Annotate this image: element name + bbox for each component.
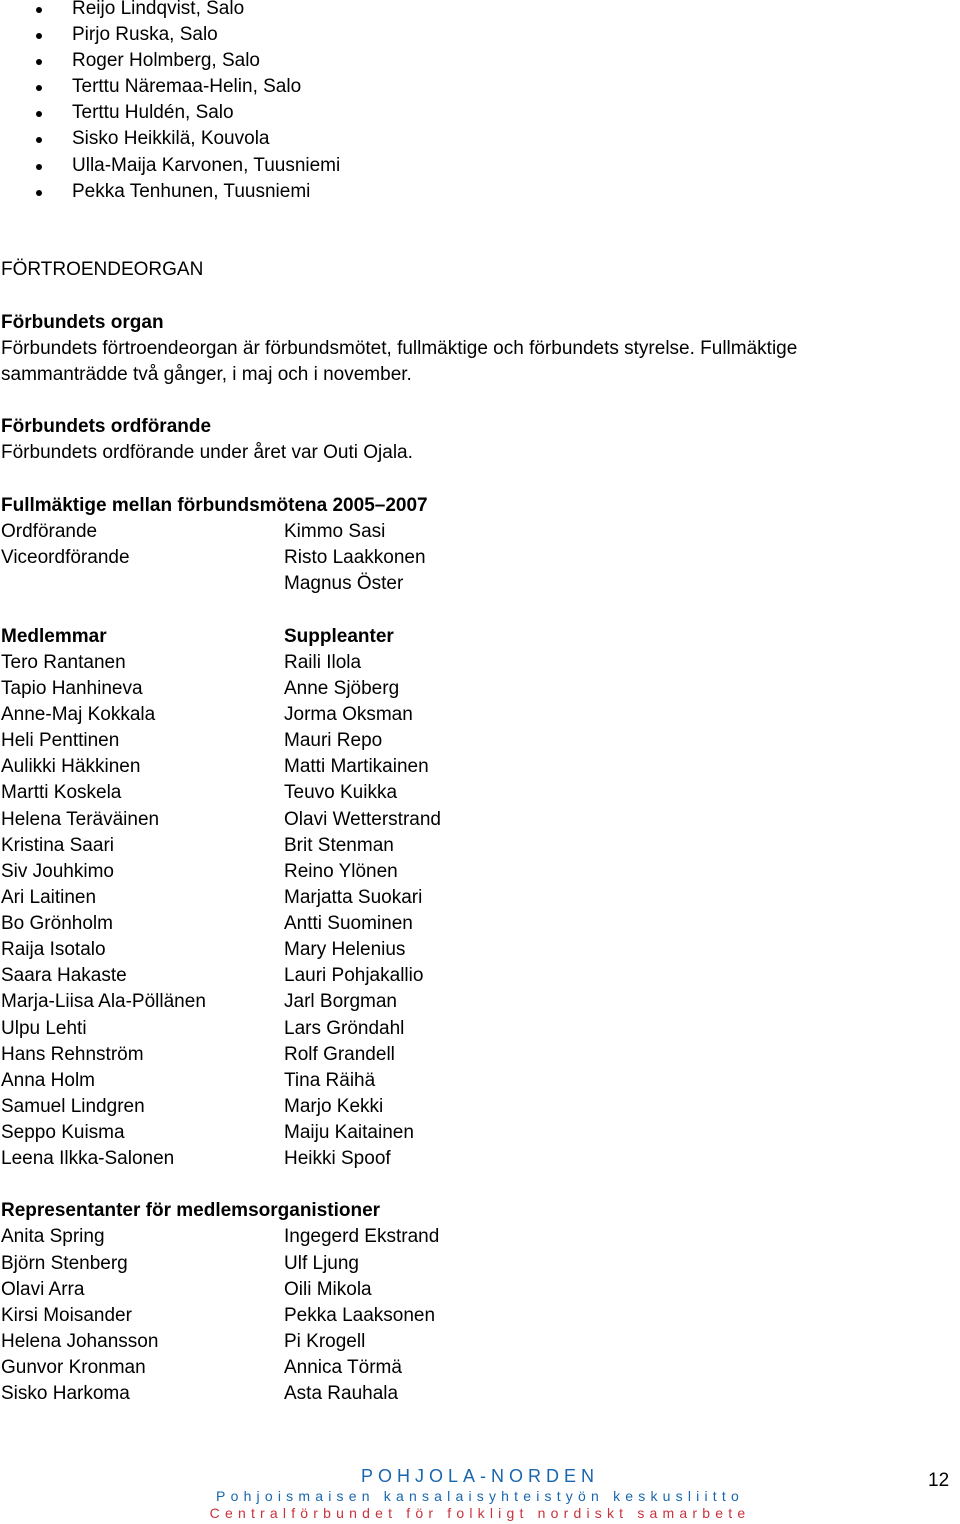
representative-deputy-name: Oili Mikola — [284, 1279, 372, 1300]
table-row — [0, 859, 960, 885]
table-row — [0, 1042, 960, 1068]
table-row — [0, 1068, 960, 1094]
member-name: Kristina Saari — [1, 835, 114, 856]
member-name: Aulikki Häkkinen — [1, 756, 141, 777]
organ-text-line2: sammanträdde två gånger, i maj och i november. — [1, 364, 412, 385]
chair-name: Kimmo Sasi — [284, 521, 386, 542]
table-row — [0, 754, 960, 780]
section-title: FÖRTROENDEORGAN — [1, 259, 204, 280]
table-row — [0, 650, 960, 676]
deputy-name: Brit Stenman — [284, 835, 394, 856]
vice-chair-label: Viceordförande — [1, 547, 130, 568]
table-row — [0, 937, 960, 963]
table-row — [0, 728, 960, 754]
representative-deputy-name: Pi Krogell — [284, 1331, 366, 1352]
representative-deputy-name: Ingegerd Ekstrand — [284, 1226, 440, 1247]
member-name: Helena Teräväinen — [1, 809, 160, 830]
footer-organization-title: POHJOLA-NORDEN — [360, 1466, 600, 1486]
bullet-icon — [36, 33, 42, 39]
deputy-name: Lars Gröndahl — [284, 1018, 405, 1039]
footer-subtitle-finnish: Pohjoismaisen kansalaisyhteistyön keskusliitto — [216, 1488, 744, 1504]
table-row — [0, 1251, 960, 1277]
member-name: Siv Jouhkimo — [1, 861, 114, 882]
deputy-name: Raili Ilola — [284, 652, 362, 673]
representative-name: Helena Johansson — [1, 1331, 159, 1352]
representative-name: Olavi Arra — [1, 1279, 85, 1300]
table-row — [0, 1355, 960, 1381]
deputy-name: Jorma Oksman — [284, 704, 413, 725]
representatives-heading: Representanter för medlemsorganistioner — [1, 1200, 381, 1221]
representative-name: Anita Spring — [1, 1226, 105, 1247]
table-row — [0, 1303, 960, 1329]
deputy-name: Lauri Pohjakallio — [284, 965, 424, 986]
table-row — [0, 1381, 960, 1407]
table-row — [0, 833, 960, 859]
member-name: Anna Holm — [1, 1070, 95, 1091]
footer-subtitle-swedish: Centralförbundet för folkligt nordiskt samarbete — [209, 1505, 751, 1521]
bullet-icon — [36, 137, 42, 143]
member-name: Martti Koskela — [1, 782, 122, 803]
member-name: Anne-Maj Kokkala — [1, 704, 156, 725]
council-heading: Fullmäktige mellan förbundsmötena 2005–2007 — [1, 495, 428, 516]
list-item: Ulla-Maija Karvonen, Tuusniemi — [0, 153, 960, 179]
deputy-name: Mauri Repo — [284, 730, 383, 751]
member-name: Marja-Liisa Ala-Pöllänen — [1, 991, 206, 1012]
list-item: Terttu Huldén, Salo — [0, 100, 960, 126]
page-number: 12 — [928, 1470, 950, 1491]
deputy-name: Maiju Kaitainen — [284, 1122, 414, 1143]
table-row — [0, 1224, 960, 1250]
member-name: Ulpu Lehti — [1, 1018, 87, 1039]
table-row — [0, 1329, 960, 1355]
deputy-name: Matti Martikainen — [284, 756, 429, 777]
deputy-name: Heikki Spoof — [284, 1148, 391, 1169]
table-row — [0, 1016, 960, 1042]
deputy-name: Olavi Wetterstrand — [284, 809, 441, 830]
chair-text: Förbundets ordförande under året var Outi Ojala. — [1, 442, 413, 463]
table-row — [0, 676, 960, 702]
deputy-name: Antti Suominen — [284, 913, 413, 934]
member-name: Samuel Lindgren — [1, 1096, 145, 1117]
deputy-name: Teuvo Kuikka — [284, 782, 398, 803]
representative-deputy-name: Annica Törmä — [284, 1357, 402, 1378]
table-row — [0, 1094, 960, 1120]
bullet-list — [0, 0, 960, 205]
representative-deputy-name: Pekka Laaksonen — [284, 1305, 436, 1326]
member-name: Heli Penttinen — [1, 730, 120, 751]
deputy-name: Mary Helenius — [284, 939, 406, 960]
representative-deputy-name: Asta Rauhala — [284, 1383, 399, 1404]
organ-text-line1: Förbundets förtroendeorgan är förbundsmötet, fullmäktige och förbundets styrelse. Fullmäktige — [1, 338, 798, 359]
bullet-icon — [36, 7, 42, 13]
deputy-name: Jarl Borgman — [284, 991, 397, 1012]
list-item: Reijo Lindqvist, Salo — [0, 0, 960, 22]
deputy-name: Rolf Grandell — [284, 1044, 395, 1065]
representative-deputy-name: Ulf Ljung — [284, 1253, 359, 1274]
table-row — [0, 885, 960, 911]
deputy-name: Tina Räihä — [284, 1070, 376, 1091]
table-row — [0, 989, 960, 1015]
table-row — [0, 1146, 960, 1172]
list-item: Terttu Näremaa-Helin, Salo — [0, 74, 960, 100]
member-name: Raija Isotalo — [1, 939, 106, 960]
deputy-name: Reino Ylönen — [284, 861, 398, 882]
member-name: Seppo Kuisma — [1, 1122, 125, 1143]
representative-name: Gunvor Kronman — [1, 1357, 146, 1378]
table-row — [0, 702, 960, 728]
table-row — [0, 780, 960, 806]
list-item: Sisko Heikkilä, Kouvola — [0, 126, 960, 152]
organ-heading: Förbundets organ — [1, 312, 164, 333]
representative-name: Kirsi Moisander — [1, 1305, 132, 1326]
table-row — [0, 807, 960, 833]
representative-name: Björn Stenberg — [1, 1253, 128, 1274]
member-name: Tero Rantanen — [1, 652, 126, 673]
member-name: Leena Ilkka-Salonen — [1, 1148, 175, 1169]
representative-name: Sisko Harkoma — [1, 1383, 130, 1404]
vice-chair-name: Magnus Öster — [284, 573, 404, 594]
deputy-name: Marjatta Suokari — [284, 887, 423, 908]
bullet-icon — [36, 59, 42, 65]
chair-heading: Förbundets ordförande — [1, 416, 212, 437]
member-name: Bo Grönholm — [1, 913, 113, 934]
member-name: Tapio Hanhineva — [1, 678, 143, 699]
members-header: Medlemmar — [1, 626, 107, 647]
table-row — [0, 963, 960, 989]
member-name: Hans Rehnström — [1, 1044, 144, 1065]
bullet-icon — [36, 111, 42, 117]
member-name: Saara Hakaste — [1, 965, 127, 986]
table-row — [0, 911, 960, 937]
chair-label: Ordförande — [1, 521, 98, 542]
bullet-icon — [36, 164, 42, 170]
deputy-name: Anne Sjöberg — [284, 678, 400, 699]
list-item: Pirjo Ruska, Salo — [0, 22, 960, 48]
table-row — [0, 1120, 960, 1146]
table-row — [0, 1277, 960, 1303]
deputy-name: Marjo Kekki — [284, 1096, 384, 1117]
deputies-header: Suppleanter — [284, 626, 394, 647]
bullet-icon — [36, 85, 42, 91]
vice-chair-name: Risto Laakkonen — [284, 547, 426, 568]
member-name: Ari Laitinen — [1, 887, 97, 908]
bullet-icon — [36, 190, 42, 196]
list-item: Pekka Tenhunen, Tuusniemi — [0, 179, 960, 205]
list-item: Roger Holmberg, Salo — [0, 48, 960, 74]
